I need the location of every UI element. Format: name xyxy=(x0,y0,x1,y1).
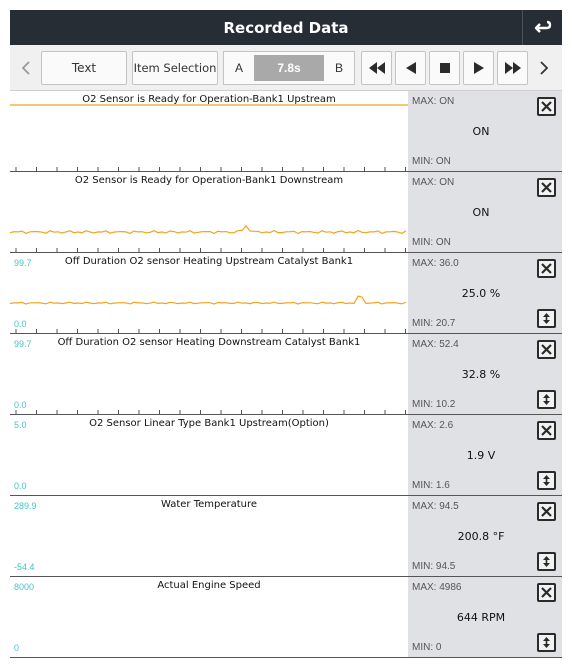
y-axis-min-label: 0 xyxy=(14,643,20,653)
fast-forward-button[interactable] xyxy=(497,51,528,85)
y-axis-max-label: 8000 xyxy=(14,582,35,592)
max-value: MAX: 4986 xyxy=(412,582,462,593)
panel-title: Water Temperature xyxy=(160,499,258,510)
max-value: MAX: ON xyxy=(412,177,455,188)
graph-panel xyxy=(10,334,562,415)
scale-graph-button[interactable] xyxy=(537,552,556,571)
signal-trace xyxy=(10,226,406,234)
page-title: Recorded Data xyxy=(223,18,349,37)
current-value: ON xyxy=(472,206,490,219)
text-button[interactable]: Text xyxy=(41,51,127,85)
remove-graph-button[interactable] xyxy=(537,502,556,521)
value-side-panel xyxy=(408,91,562,171)
y-axis-min-label: -54.4 xyxy=(14,562,35,572)
back-button[interactable] xyxy=(522,10,562,45)
current-value: 25.0 % xyxy=(461,287,501,300)
graph-panel xyxy=(10,172,562,253)
graph-panel xyxy=(10,253,562,334)
play-button[interactable] xyxy=(463,51,494,85)
panel-title: O2 Sensor is Ready for Operation-Bank1 Downstream xyxy=(74,175,344,186)
scale-graph-button[interactable] xyxy=(537,390,556,409)
marker-a-button[interactable]: A xyxy=(234,61,243,75)
header-bar xyxy=(10,10,562,45)
graph-area[interactable] xyxy=(10,496,408,576)
y-axis-max-label: 99.7 xyxy=(14,258,32,268)
panel-title: Off Duration O2 sensor Heating Upstream Catalyst Bank1 xyxy=(64,256,354,267)
close-icon xyxy=(541,506,552,517)
graph-area[interactable] xyxy=(10,577,408,657)
time-display: 7.8s xyxy=(254,55,324,81)
graph-panel xyxy=(10,496,562,577)
value-side-panel xyxy=(408,496,562,576)
min-value: MIN: ON xyxy=(412,156,451,167)
vertical-arrows-icon xyxy=(542,555,551,568)
fast-forward-icon xyxy=(504,62,522,74)
current-value: 1.9 V xyxy=(466,449,496,462)
current-value: 200.8 °F xyxy=(457,530,505,543)
return-arrow-icon xyxy=(533,20,553,36)
close-icon xyxy=(541,425,552,436)
value-side-panel xyxy=(408,415,562,495)
panel-title: O2 Sensor Linear Type Bank1 Upstream(Option) xyxy=(89,418,329,429)
play-icon xyxy=(473,62,485,74)
min-value: MIN: 0 xyxy=(412,642,442,653)
close-icon xyxy=(541,263,552,274)
close-icon xyxy=(541,101,552,112)
rewind-button[interactable] xyxy=(361,51,392,85)
y-axis-min-label: 0.0 xyxy=(14,481,27,491)
vertical-arrows-icon xyxy=(542,636,551,649)
remove-graph-button[interactable] xyxy=(537,259,556,278)
vertical-arrows-icon xyxy=(542,474,551,487)
y-axis-max-label: 289.9 xyxy=(14,501,37,511)
remove-graph-button[interactable] xyxy=(537,340,556,359)
play-reverse-icon xyxy=(405,62,417,74)
stop-icon xyxy=(439,62,451,74)
value-side-panel xyxy=(408,577,562,657)
scale-graph-button[interactable] xyxy=(537,309,556,328)
min-value: MIN: 1.6 xyxy=(412,480,450,491)
close-icon xyxy=(541,587,552,598)
graph-panel xyxy=(10,415,562,496)
value-side-panel xyxy=(408,253,562,333)
max-value: MAX: 52.4 xyxy=(412,339,459,350)
panel-title: O2 Sensor is Ready for Operation-Bank1 Upstream xyxy=(82,94,336,105)
graph-panel xyxy=(10,91,562,172)
marker-b-button[interactable]: B xyxy=(334,61,343,75)
graph-area[interactable] xyxy=(10,415,408,495)
min-value: MIN: 94.5 xyxy=(412,561,456,572)
graph-panels xyxy=(10,91,562,658)
remove-graph-button[interactable] xyxy=(537,97,556,116)
max-value: MAX: 2.6 xyxy=(412,420,454,431)
current-value: 644 RPM xyxy=(456,611,506,624)
current-value: 32.8 % xyxy=(461,368,501,381)
y-axis-min-label: 0.0 xyxy=(14,400,27,410)
min-value: MIN: ON xyxy=(412,237,451,248)
graph-area[interactable] xyxy=(10,172,408,252)
value-side-panel xyxy=(408,334,562,414)
step-back-button[interactable] xyxy=(395,51,426,85)
panel-title: Actual Engine Speed xyxy=(157,580,261,591)
stop-button[interactable] xyxy=(429,51,460,85)
graph-panel xyxy=(10,577,562,658)
y-axis-min-label: 0.0 xyxy=(14,319,27,329)
scale-graph-button[interactable] xyxy=(537,633,556,652)
signal-trace xyxy=(10,296,406,304)
remove-graph-button[interactable] xyxy=(537,421,556,440)
chevron-right-icon xyxy=(539,61,549,75)
scale-graph-button[interactable] xyxy=(537,471,556,490)
item-selection-button[interactable]: Item Selection xyxy=(132,51,218,85)
fast-rewind-icon xyxy=(368,62,386,74)
graph-area[interactable] xyxy=(10,253,408,333)
close-icon xyxy=(541,182,552,193)
min-value: MIN: 20.7 xyxy=(412,318,456,329)
chevron-left-icon xyxy=(21,61,31,75)
y-axis-max-label: 99.7 xyxy=(14,339,32,349)
vertical-arrows-icon xyxy=(542,393,551,406)
graph-area[interactable] xyxy=(10,334,408,414)
vertical-arrows-icon xyxy=(542,312,551,325)
max-value: MAX: 36.0 xyxy=(412,258,459,269)
close-icon xyxy=(541,344,552,355)
value-side-panel xyxy=(408,172,562,252)
ab-marker-group xyxy=(223,51,355,85)
max-value: MAX: 94.5 xyxy=(412,501,459,512)
scroll-right-button[interactable] xyxy=(534,51,554,85)
panel-title: Off Duration O2 sensor Heating Downstream Catalyst Bank1 xyxy=(57,337,361,348)
remove-graph-button[interactable] xyxy=(537,583,556,602)
toolbar xyxy=(10,45,562,91)
current-value: ON xyxy=(472,125,490,138)
y-axis-max-label: 5.0 xyxy=(14,420,27,430)
graph-area[interactable] xyxy=(10,91,408,171)
max-value: MAX: ON xyxy=(412,96,455,107)
min-value: MIN: 10.2 xyxy=(412,399,456,410)
scroll-left-button[interactable] xyxy=(16,51,36,85)
remove-graph-button[interactable] xyxy=(537,178,556,197)
